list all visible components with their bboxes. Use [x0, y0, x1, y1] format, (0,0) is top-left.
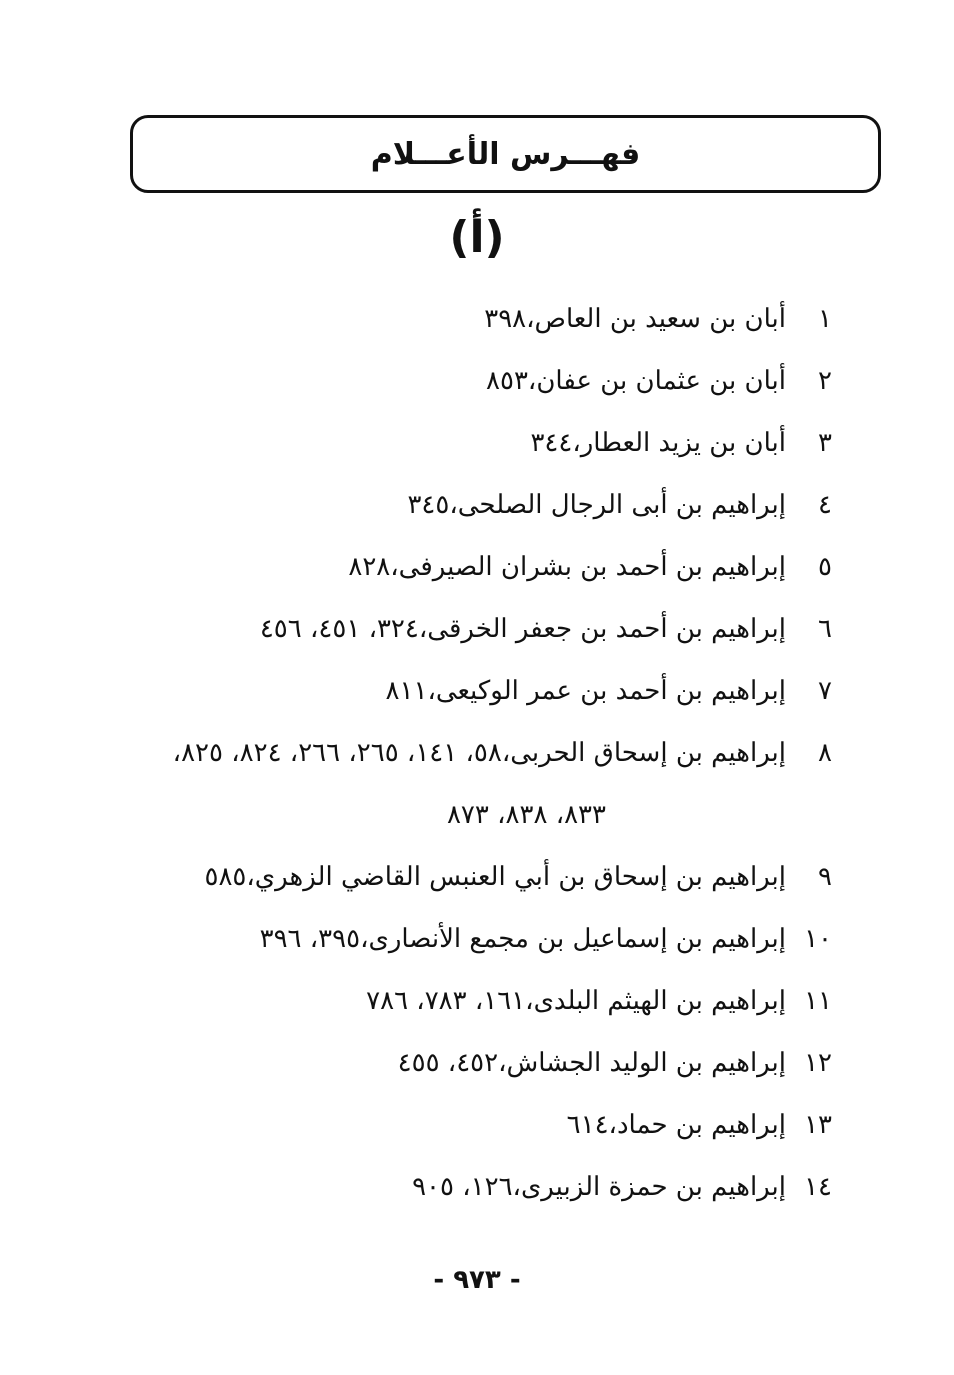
- index-entry: [132, 660, 832, 722]
- index-entry: [132, 536, 832, 598]
- index-entry: [132, 1094, 832, 1156]
- entry-text: أبان بن سعيد بن العاص،٣٩٨: [484, 304, 786, 334]
- entry-text-continuation: ٨٣٣، ٨٣٨، ٨٧٣: [446, 800, 606, 830]
- entry-text: إبراهيم بن أحمد بن عمر الوكيعى،٨١١: [385, 676, 786, 706]
- entry-number: ٨: [818, 738, 832, 768]
- index-entry: [132, 288, 832, 350]
- entry-text: إبراهيم بن الهيثم البلدى،١٦١، ٧٨٣، ٧٨٦: [366, 986, 786, 1016]
- entry-number: ١: [818, 304, 832, 334]
- index-entries-list: [132, 288, 832, 1218]
- section-letter-heading: (أ): [449, 212, 505, 263]
- entry-text: إبراهيم بن إسحاق بن أبي العنبس القاضي الزهري،٥٨٥: [204, 862, 786, 892]
- entry-number: ١٤: [804, 1172, 832, 1202]
- entry-number: ١٠: [804, 924, 832, 954]
- entry-number: ٦: [818, 614, 832, 644]
- entry-number: ٧: [818, 676, 832, 706]
- index-entry: [132, 350, 832, 412]
- entry-text: إبراهيم بن حمزة الزبيرى،١٢٦، ٩٠٥: [412, 1172, 786, 1202]
- index-entry: [132, 598, 832, 660]
- entry-text: إبراهيم بن أبى الرجال الصلحى،٣٤٥: [407, 490, 786, 520]
- index-title: فهـــرس الأعـــلام: [370, 136, 641, 172]
- index-entry: [132, 1032, 832, 1094]
- entry-text: إبراهيم بن أحمد بن بشران الصيرفى،٨٢٨: [348, 552, 786, 582]
- entry-number: ٤: [818, 490, 832, 520]
- index-entry: [132, 474, 832, 536]
- entry-text: أبان بن عثمان بن عفان،٨٥٣: [486, 366, 786, 396]
- index-entry: [132, 846, 832, 908]
- entry-number: ١٣: [804, 1110, 832, 1140]
- entry-text: إبراهيم بن إسحاق الحربى،٥٨، ١٤١، ٢٦٥، ٢٦٦، ٨٢٤، ٨٢٥،: [172, 738, 786, 768]
- entry-text: إبراهيم بن الوليد الجشاش،٤٥٢، ٤٥٥: [397, 1048, 786, 1078]
- entry-number: ٥: [818, 552, 832, 582]
- index-entry: [132, 970, 832, 1032]
- entry-number: ٢: [818, 366, 832, 396]
- entry-text: إبراهيم بن إسماعيل بن مجمع الأنصارى،٣٩٥، ٣٩٦: [259, 924, 786, 954]
- index-entry: [132, 1156, 832, 1218]
- entry-text: أبان بن يزيد العطار،٣٤٤: [530, 428, 786, 458]
- entry-number: ٩: [818, 862, 832, 892]
- index-entry: [132, 908, 832, 970]
- page-number: - ٩٧٣ -: [433, 1265, 521, 1295]
- entry-text: إبراهيم بن حماد،٦١٤: [566, 1110, 786, 1140]
- index-entry: [132, 722, 832, 846]
- entry-text: إبراهيم بن أحمد بن جعفر الخرقى،٣٢٤، ٤٥١، ٤٥٦: [259, 614, 786, 644]
- index-title-box: [130, 115, 881, 193]
- entry-number: ١٢: [804, 1048, 832, 1078]
- entry-text-wrapped: [132, 722, 786, 846]
- index-entry: [132, 412, 832, 474]
- entry-number: ١١: [804, 986, 832, 1016]
- entry-number: ٣: [818, 428, 832, 458]
